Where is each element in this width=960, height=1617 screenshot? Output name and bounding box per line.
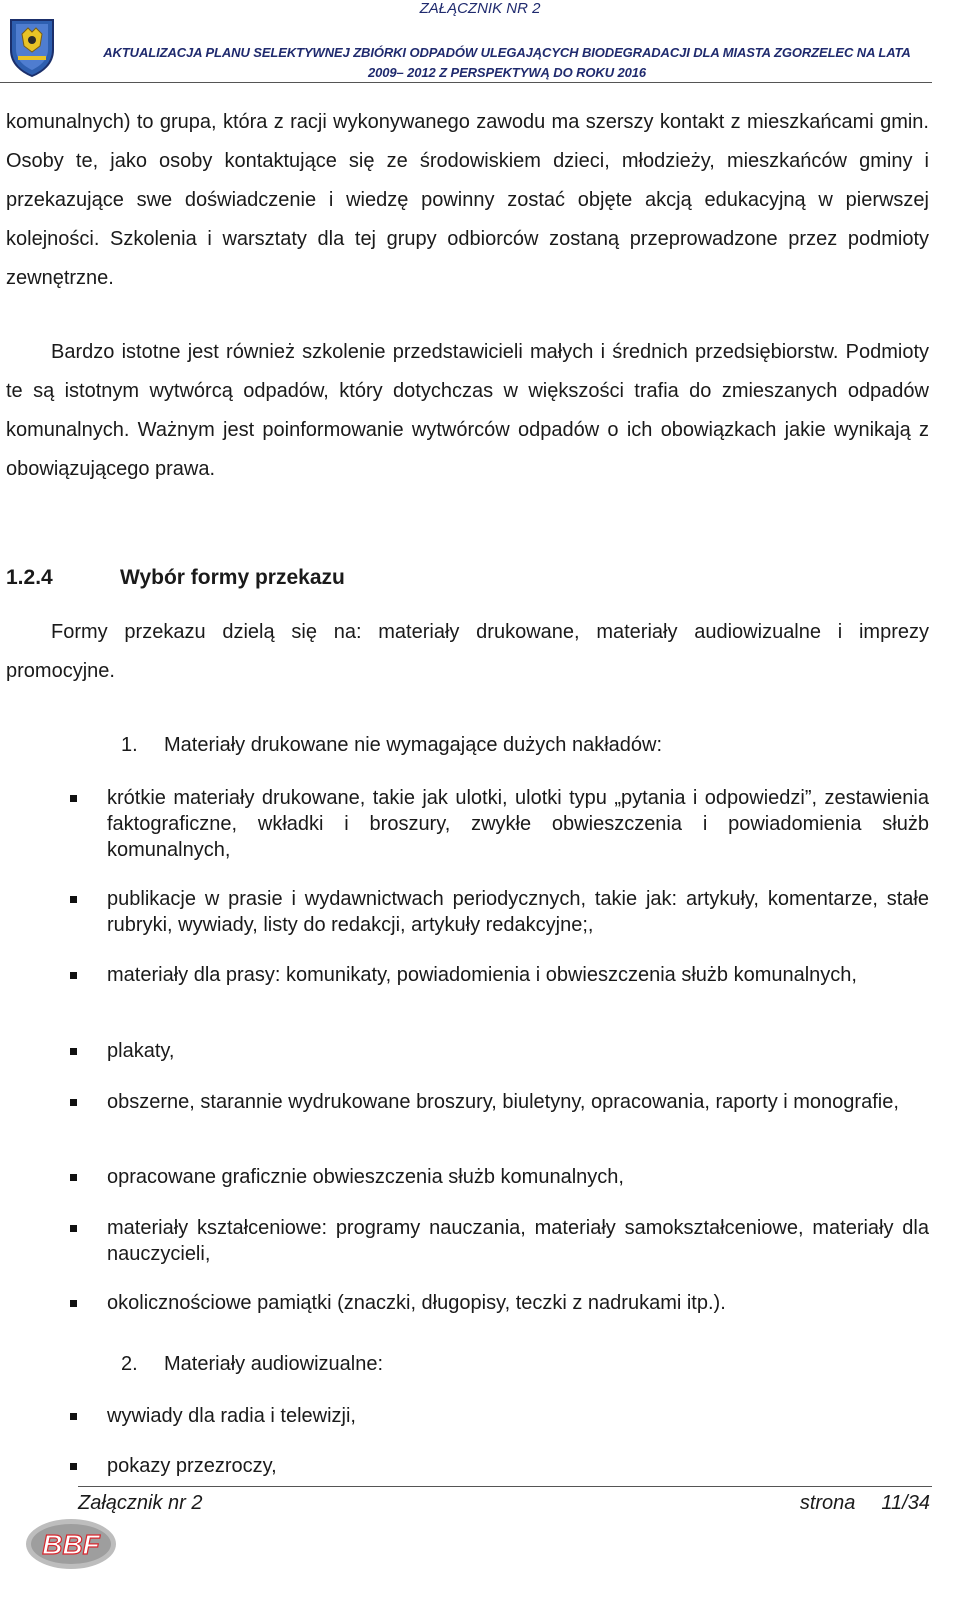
bullet-square-icon — [70, 1300, 77, 1307]
list-item-text: materiały kształceniowe: programy nauczania, materiały samokształceniowe, materiały dla nauczycieli, — [107, 1217, 929, 1265]
document-title — [74, 43, 940, 83]
section-heading — [6, 566, 345, 590]
section-number: 1.2.4 — [6, 566, 53, 589]
bullet-square-icon — [70, 1048, 77, 1055]
bullet-square-icon — [70, 1174, 77, 1181]
bbf-logo — [24, 1517, 118, 1571]
footer-annex-label: Załącznik nr 2 — [78, 1492, 203, 1514]
logo-text: BBF — [42, 1529, 100, 1560]
bullet-square-icon — [70, 972, 77, 979]
bullet-square-icon — [70, 896, 77, 903]
numbered-item-2-number: 2. — [121, 1353, 138, 1375]
numbered-item-2-text: Materiały audiowizualne: — [164, 1353, 384, 1375]
page-label: strona — [799, 1492, 856, 1514]
page-header — [0, 0, 960, 84]
paragraph-1: komunalnych) to grupa, która z racji wykonywanego zawodu ma szerszy kontakt z mieszkańcami gmin. Osoby te, jako osoby kontaktujące się ze środowiskiem dzieci, młodzieży, mieszkańców gminy i przekazujące swe doświadczenie i wiedzę powinny zostać objęte akcją edukacyjną w pierwszej kolejności. Szkolenia i warsztaty dla tej grupy odbiorców zostaną przeprowadzone przez podmioty zewnętrzne. — [6, 111, 929, 289]
footer-divider — [78, 1486, 932, 1487]
list-item-text: krótkie materiały drukowane, takie jak ulotki, ulotki typu „pytania i odpowiedzi”, zestawienia faktograficzne, wkładki i broszury, zwykłe obwieszczenia i powiadomienia służb komunalnych, — [107, 787, 929, 861]
bullet-square-icon — [70, 1413, 77, 1420]
list-item-text: plakaty, — [107, 1040, 175, 1062]
list-item-text: obszerne, starannie wydrukowane broszury, biuletyny, opracowania, raporty i monografie, — [107, 1091, 899, 1113]
bullet-square-icon — [70, 1225, 77, 1232]
bullet-square-icon — [70, 1463, 77, 1470]
page-number: 11/34 — [881, 1492, 930, 1514]
numbered-item-1 — [121, 734, 662, 757]
list-item-text: wywiady dla radia i telewizji, — [107, 1405, 356, 1427]
numbered-item-1-text: Materiały drukowane nie wymagające dużych nakładów: — [164, 734, 663, 756]
list-item-text: opracowane graficznie obwieszczenia służb komunalnych, — [107, 1166, 624, 1188]
annex-label: ZAŁĄCZNIK NR 2 — [419, 0, 541, 17]
numbered-item-1-number: 1. — [121, 734, 138, 756]
document-title-line-2: 2009– 2012 Z PERSPEKTYWĄ DO ROKU 2016 — [367, 65, 647, 80]
list-item-text: okolicznościowe pamiątki (znaczki, długopisy, teczki z nadrukami itp.). — [107, 1292, 726, 1314]
list-item-text: publikacje w prasie i wydawnictwach periodycznych, takie jak: artykuły, komentarze, stałe rubryki, wywiady, listy do redakcji, artykuły redakcyjne;, — [107, 888, 929, 936]
section-title: Wybór formy przekazu — [120, 566, 345, 589]
paragraph-3: Formy przekazu dzielą się na: materiały drukowane, materiały audiowizualne i imprezy promocyjne. — [6, 621, 929, 682]
paragraph-2: Bardzo istotne jest również szkolenie przedstawicieli małych i średnich przedsiębiorstw. Podmioty te są istotnym wytwórcą odpadów, który dotychczas w większości trafia do zmieszanych odpadów komunalnych. Ważnym jest poinformowanie wytwórców odpadów o ich obowiązkach jakie wynikają z obowiązującego prawa. — [6, 341, 929, 480]
city-crest-icon — [8, 16, 56, 78]
page-indicator — [800, 1492, 930, 1515]
header-divider — [0, 82, 932, 83]
list-item-text: pokazy przezroczy, — [107, 1455, 277, 1477]
bullet-square-icon — [70, 1099, 77, 1106]
bullet-square-icon — [70, 795, 77, 802]
numbered-item-2 — [121, 1353, 383, 1376]
document-title-line-1: AKTUALIZACJA PLANU SELEKTYWNEJ ZBIÓRKI ODPADÓW ULEGAJĄCYCH BIODEGRADACJI DLA MIASTA ZGORZELEC NA LATA — [103, 45, 911, 60]
list-item-text: materiały dla prasy: komunikaty, powiadomienia i obwieszczenia służb komunalnych, — [107, 964, 857, 986]
